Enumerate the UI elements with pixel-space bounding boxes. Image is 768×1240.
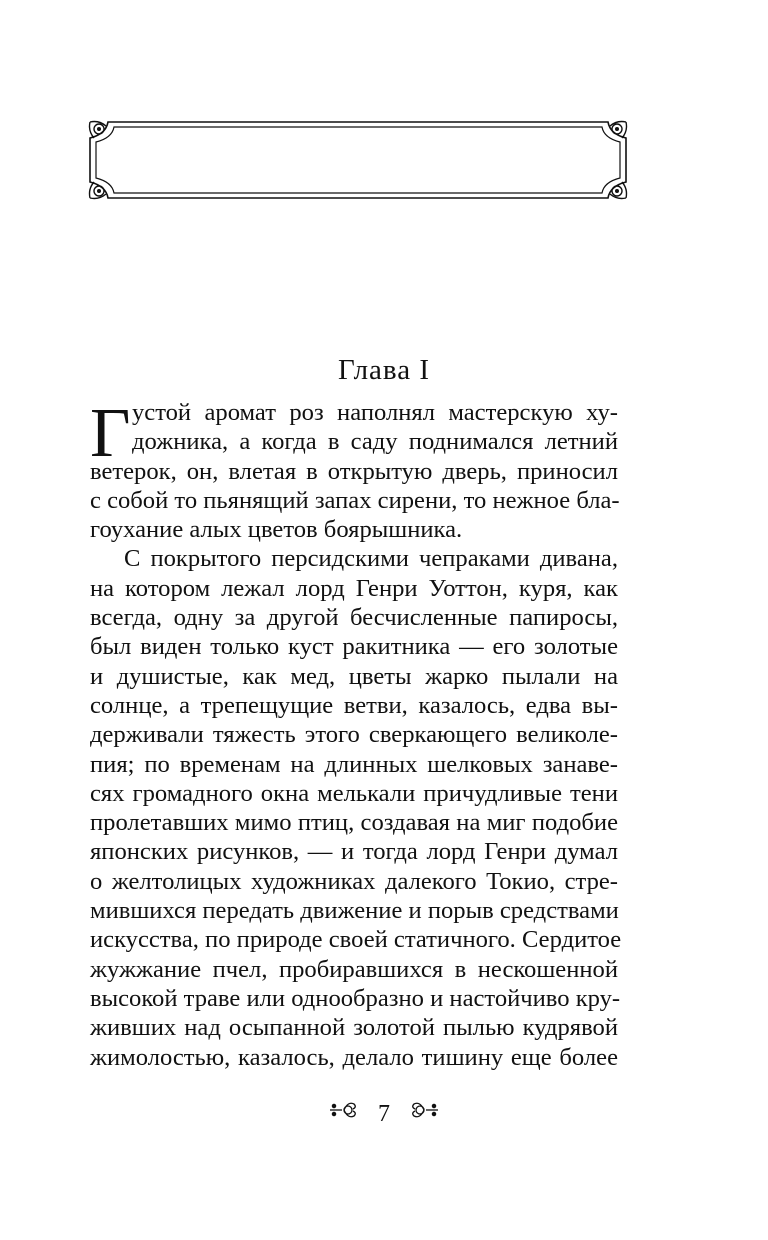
text-line: жужжание пчел, пробиравшихся в нескошенной <box>90 955 618 983</box>
chapter-title: Глава I <box>337 354 431 386</box>
text-line: гоухание алых цветов боярышника. <box>90 516 463 544</box>
text-line: высокой траве или однообразно и настойчиво кру- <box>90 984 621 1012</box>
text-line: С покрытого персидскими чепраками дивана, <box>124 545 618 573</box>
text-line: пия; по временам на длинных шелковых занаве- <box>90 750 618 778</box>
text-line: и душистые, как мед, цветы жарко пылали на <box>90 662 618 690</box>
text-line: на котором лежал лорд Генри Уоттон, куря, как <box>90 574 618 602</box>
text-line: с собой то пьянящий запах сирени, то нежное бла- <box>90 486 620 514</box>
text-line: жимолостью, казалось, делало тишину еще более <box>90 1043 618 1071</box>
text-line: мившихся передать движение и порыв средствами <box>90 897 619 925</box>
text-line: всегда, одну за другой бесчисленные папиросы, <box>90 604 618 632</box>
header-ornament-frame <box>86 118 630 202</box>
text-line: устой аромат роз наполнял мастерскую ху- <box>132 399 618 426</box>
text-line: солнце, а трепещущие ветви, казалось, едва вы- <box>90 691 618 719</box>
text-line: держивали тяжесть этого сверкающего великоле- <box>90 721 618 749</box>
text-line: ветерок, он, влетая в открытую дверь, приносил <box>90 457 618 485</box>
text-line: японских рисунков, — и тогда лорд Генри думал <box>90 838 618 866</box>
text-line: живших над осыпанной золотой пылью кудрявой <box>90 1014 618 1042</box>
text-line: дожника, а когда в саду поднимался летний <box>132 428 618 456</box>
text-line: о желтолицых художниках далекого Токио, стре- <box>90 867 618 895</box>
page-folio <box>0 1098 768 1129</box>
text-line: был виден только куст ракитника — его золотые <box>90 633 618 661</box>
left-flourish-icon <box>328 1099 358 1129</box>
right-flourish-icon <box>410 1099 440 1129</box>
text-line: пролетавших мимо птиц, создавая на миг подобие <box>90 809 618 837</box>
body-text <box>90 395 622 1072</box>
text-line: искусства, по природе своей статичного. Сердитое <box>90 926 622 954</box>
text-line: сях громадного окна мелькали причудливые тени <box>90 779 618 807</box>
page-number: 7 <box>378 1101 390 1128</box>
drop-cap: Г <box>90 395 131 472</box>
